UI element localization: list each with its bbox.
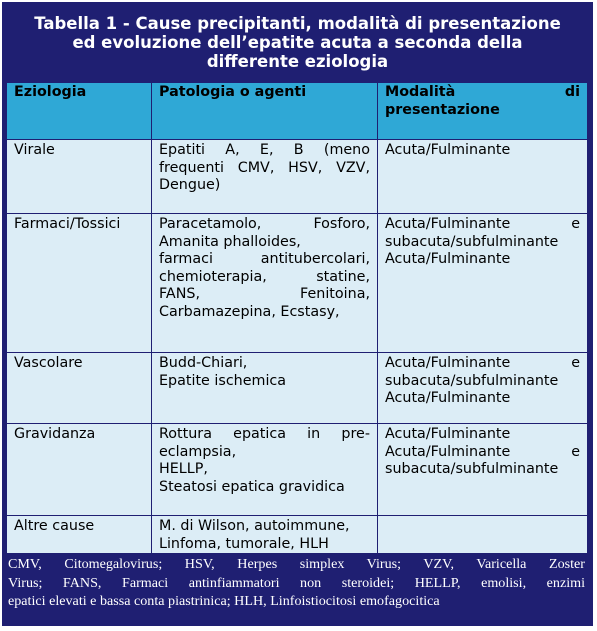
agent-line: Epatiti A, E, B (meno — [159, 142, 370, 158]
presentation-line: Acuta/Fulminante e — [385, 443, 580, 460]
header-etiology: Eziologia — [7, 83, 152, 140]
agent-line: farmaci antitubercolari, — [159, 251, 370, 268]
agent-line: Linfoma, tumorale, HLH — [159, 535, 329, 552]
agent-line: HELLP, — [159, 461, 208, 478]
header-presentation-line: Modalità di — [385, 84, 580, 100]
cell-etiology: Virale — [7, 140, 152, 214]
agent-line: Epatite ischemica — [159, 372, 287, 389]
table-row — [7, 140, 588, 214]
agent-line: Steatosi epatica gravidica — [159, 478, 345, 495]
cell-agents — [152, 140, 378, 214]
agent-line: frequenti CMV, HSV, VZV, — [159, 159, 370, 176]
presentation-line: subacuta/subfulminante — [385, 461, 559, 478]
presentation-line: Acuta/Fulminante e — [385, 216, 580, 232]
title-line: ed evoluzione dell’epatite acuta a seconda della — [72, 33, 523, 52]
presentation-line: Acuta/Fulminante — [385, 142, 511, 158]
cell-etiology: Altre cause — [7, 516, 152, 554]
presentation-line: subacuta/subfulminante — [385, 372, 559, 389]
agent-line: chemioterapia, statine, — [159, 268, 370, 285]
agent-line: Dengue) — [159, 177, 221, 194]
presentation-line: subacuta/subfulminante — [385, 233, 559, 250]
header-agents: Patologia o agenti — [152, 83, 378, 140]
etiology-table — [6, 82, 588, 554]
agent-line: FANS, Fenitoina, — [159, 286, 370, 303]
presentation-line: Acuta/Fulminante — [385, 426, 511, 442]
agent-line: M. di Wilson, autoimmune, — [159, 518, 350, 534]
agent-line: Paracetamolo, Fosforo, — [159, 216, 370, 232]
title-line: Tabella 1 - Cause precipitanti, modalità di presentazione — [34, 14, 561, 33]
cell-agents — [152, 353, 378, 424]
agent-line: Rottura epatica in pre- — [159, 426, 370, 442]
cell-presentation — [378, 424, 588, 516]
agent-line: Amanita phalloides, — [159, 233, 301, 250]
agent-line: eclampsia, — [159, 443, 237, 460]
table-row — [7, 424, 588, 516]
abbreviations-note — [8, 555, 585, 611]
cell-agents — [152, 424, 378, 516]
note-line: CMV, Citomegalovirus; HSV, Herpes simplex Virus; VZV, Varicella Zoster — [8, 556, 585, 572]
header-presentation — [378, 83, 588, 140]
cell-presentation — [378, 353, 588, 424]
table-row — [7, 353, 588, 424]
table-row — [7, 214, 588, 353]
cell-etiology: Vascolare — [7, 353, 152, 424]
table-title — [2, 14, 593, 71]
cell-presentation — [378, 140, 588, 214]
cell-agents — [152, 214, 378, 353]
note-line: Virus; FANS, Farmaci antinfiammatori non steroidei; HELLP, emolisi, enzimi — [8, 574, 585, 591]
table-header-row — [7, 83, 588, 140]
presentation-line: Acuta/Fulminante — [385, 251, 511, 268]
cell-agents — [152, 516, 378, 554]
cell-etiology: Gravidanza — [7, 424, 152, 516]
table-row — [7, 516, 588, 554]
cell-presentation — [378, 516, 588, 554]
cell-presentation — [378, 214, 588, 353]
agent-line: Carbamazepina, Ecstasy, — [159, 303, 340, 320]
note-line: epatici elevati e bassa conta piastrinica; HLH, Linfoistiocitosi emofagocitica — [8, 593, 440, 609]
agent-line: Budd-Chiari, — [159, 355, 248, 371]
cell-etiology: Farmaci/Tossici — [7, 214, 152, 353]
presentation-line: Acuta/Fulminante — [385, 390, 511, 407]
header-presentation-line: presentazione — [385, 101, 500, 118]
title-line: differente eziologia — [206, 52, 389, 71]
presentation-line: Acuta/Fulminante e — [385, 355, 580, 371]
